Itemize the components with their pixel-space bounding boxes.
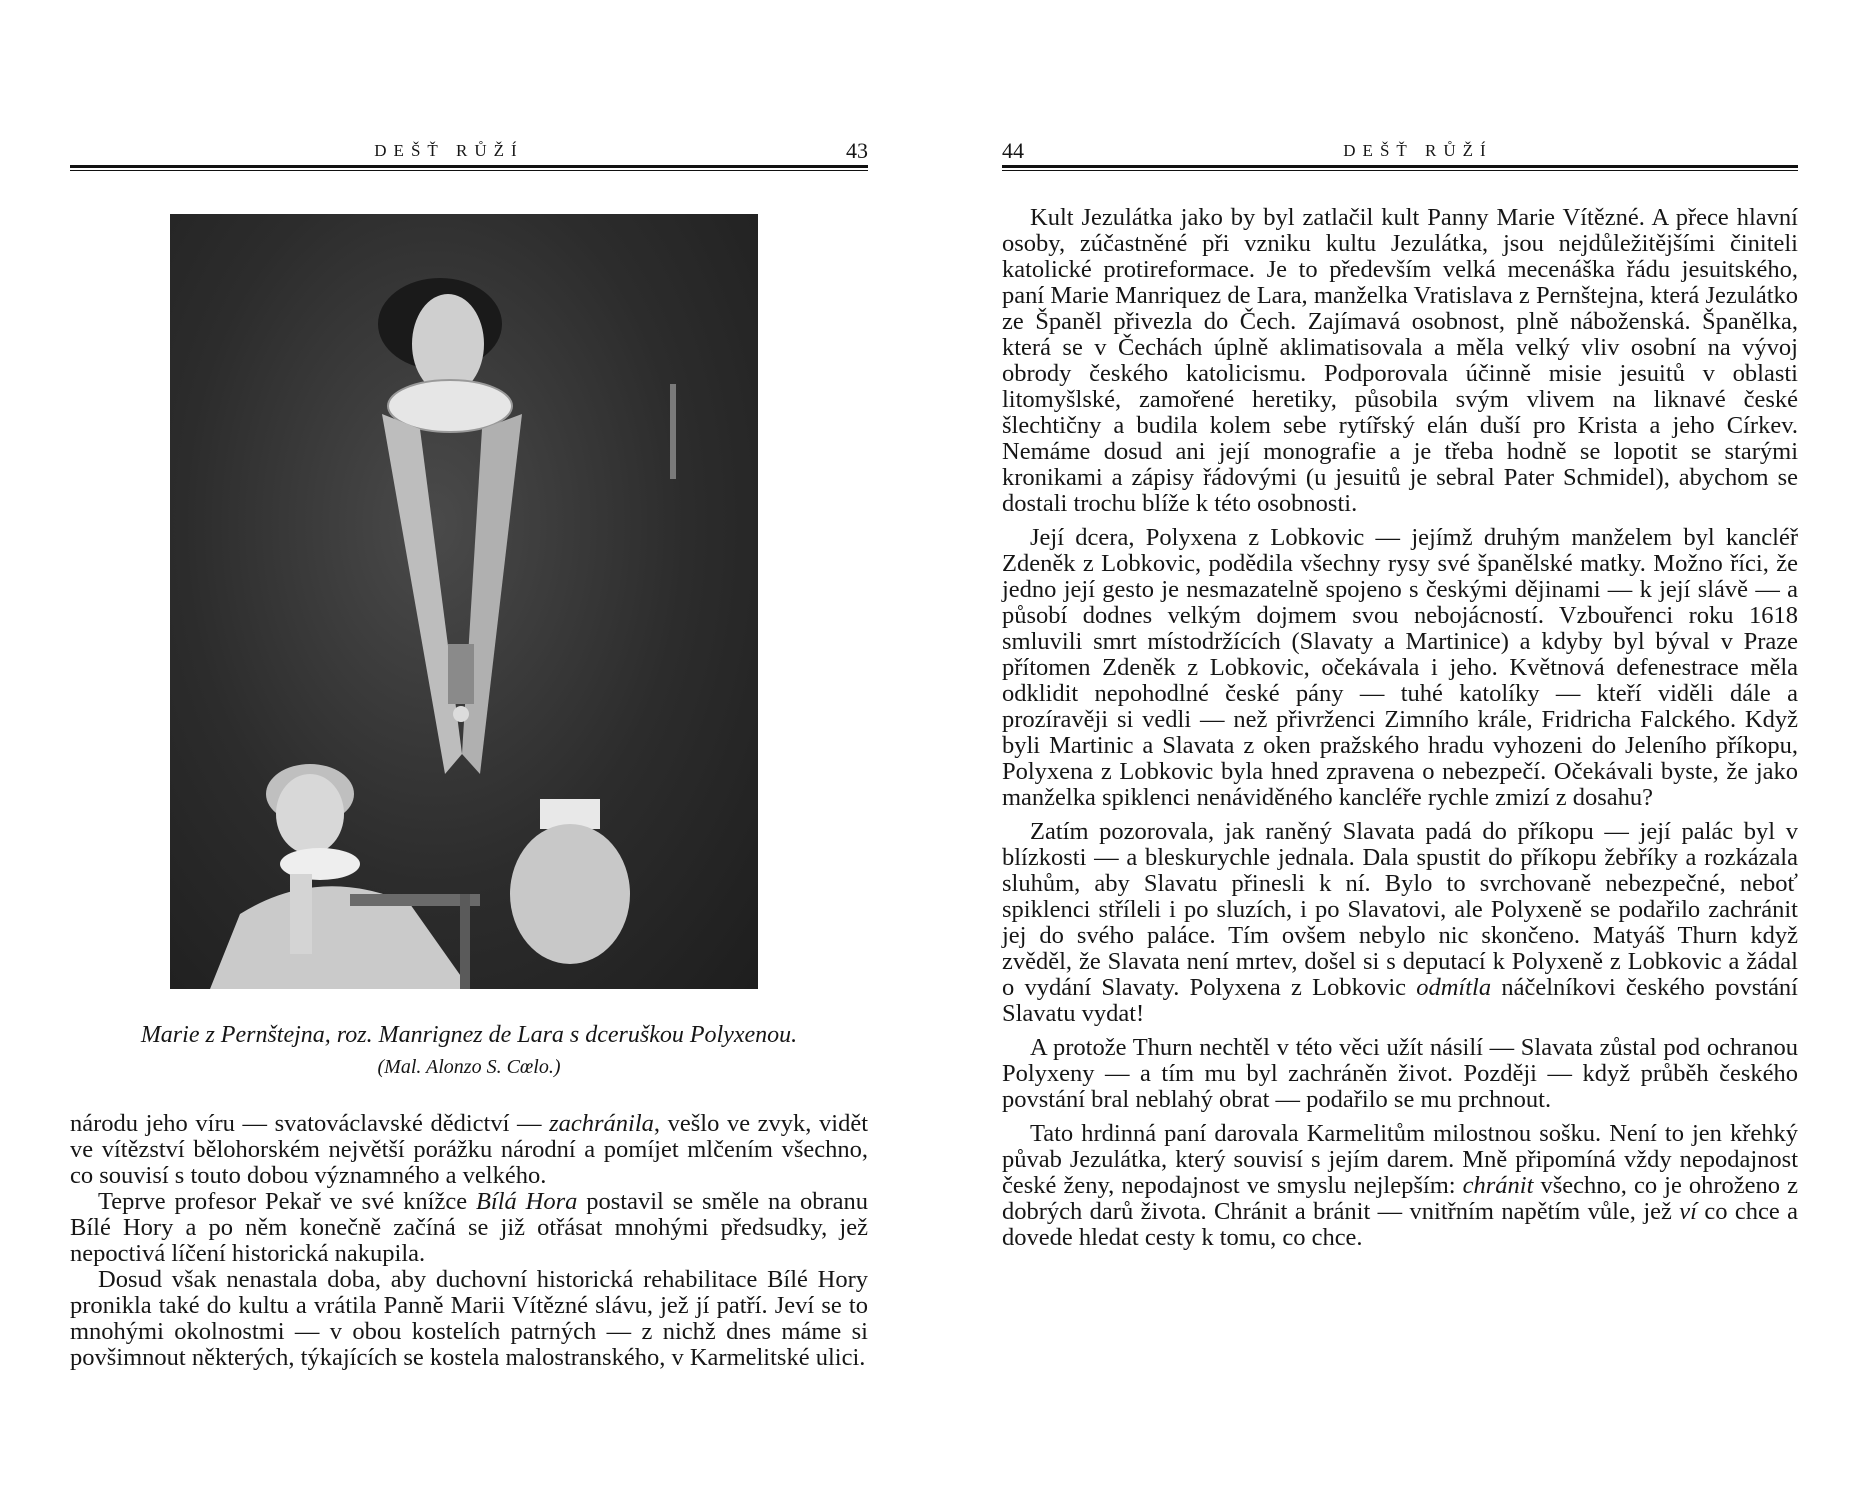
paragraph: Teprve profesor Pekař ve své knížce Bílá Hora postavil se směle na obranu Bílé Hory a po něm konečně začíná se již otřásat mnohými předsudky, jež nepoctivá líčení historická nakupila. bbox=[70, 1188, 868, 1267]
left-body-text bbox=[70, 1111, 868, 1371]
portrait-drawing bbox=[170, 214, 758, 989]
figure-caption: Marie z Pernštejna, roz. Manrignez de Lara s dceruškou Polyxenou. bbox=[140, 1022, 798, 1048]
chair-post bbox=[460, 894, 470, 989]
pendant bbox=[448, 644, 474, 704]
paragraph: Dosud však nenastala doba, aby duchovní historická rehabilitace Bílé Hory pronikla také do kultu a vrátila Panně Marii Vítězné slávu, jež jí patří. Jeví se to mnohými okolnostmi — v obou kostelích patrných — z nichž dnes máme si povšimnout některých, týkajících se kostela malostranského, v Karmelitské ulici. bbox=[70, 1266, 868, 1371]
pendant-pearl bbox=[453, 706, 469, 722]
right-header bbox=[1002, 138, 1798, 171]
portrait-illustration bbox=[170, 214, 758, 989]
paragraph: Tato hrdinná paní darovala Karmelitům milostnou sošku. Není to jen křehký půvab Jezulátka, který souvisí s jejím darem. Mně připomíná vždy nepodajnost české ženy, nepodajnost ve smyslu nejlepším: chránit všechno, co je ohroženo z dobrých darů života. Chránit a bránit — vnitřním napětím vůle, jež ví co chce a dovede hledat cesty k tomu, co chce. bbox=[1002, 1120, 1798, 1251]
figure-credit: (Mal. Alonzo S. Cœlo.) bbox=[377, 1056, 561, 1078]
right-body-text bbox=[1002, 205, 1798, 1259]
child-arm bbox=[290, 874, 312, 954]
frame-edge bbox=[670, 384, 676, 479]
paragraph: Kult Jezulátka jako by byl zatlačil kult Panny Marie Vítězné. A přece hlavní osoby, zúčastněné při vzniku kultu Jezulátka, jsou nejdůležitějšími činiteli katolické protireformace. Je to především velká mecenáška řádu jesuitského, paní Marie Manriquez de Lara, manželka Vratislava z Pernštejna, která Jezulátko ze Španěl přivezla do Čech. Zajímavá osobnost, plně náboženská. Španělka, která se v Čechách úplně aklimatisovala a měla velký vliv osobní na vývoj obrody českého katolicismu. Podporovala účinně misie jesuitů v oblasti litomyšlské, zamořené heretiky, působila svým vlivem na liknavé české šlechtičny a budila kolem sebe rytířský elán duší pro Krista a jeho Církev. Nemáme dosud ani její monografie a je třeba hodně se lopotit se starými kronikami a zápisy řádovými (u jesuitů je sebral Pater Schmidel), abychom se dostali trochu blíže k této osobnosti. bbox=[1002, 204, 1798, 517]
running-title: DEŠŤ RŮŽÍ bbox=[1343, 141, 1493, 160]
page-number: 43 bbox=[846, 138, 868, 163]
right-page bbox=[1002, 0, 1798, 1500]
paragraph: Její dcera, Polyxena z Lobkovic — jejímž druhým manželem byl kancléř Zdeněk z Lobkovic, podědila všechny rysy své španělské matky. Možno říci, že jedno její gesto je nesmazatelně spojeno s českými dějinami — k její slávě — a působí dodnes velkým dojmem svou nebojácností. Vzbouřenci roku 1618 smluvili smrt místodržících (Slavaty a Martinice) a kdyby byl býval v Praze přítomen Zdeněk z Lobkovic, očekávala i jeho. Květnová defenestrace měla odklidit nepohodlné české pány — tuhé katolíky — kteří viděli dále a prozíravěji si vedli — než přivrženci Zimního krále, Fridricha Falckého. Když byli Martinic a Slavata z oken pražského hradu vyhozeni do Jeleního příkopu, Polyxena z Lobkovic byla hned zpravena o nebezpečí. Očekávali byste, že jako manželka spiklenci nenáviděného kancléře rychle zmizí z dosahu? bbox=[1002, 524, 1798, 811]
mother-face bbox=[412, 294, 484, 394]
header-rule bbox=[1002, 165, 1798, 171]
header-rule bbox=[70, 165, 868, 171]
child-face bbox=[276, 774, 344, 854]
paragraph: A protože Thurn nechtěl v této věci užít násilí — Slavata zůstal pod ochranou Polyxeny — a tím mu byl zachráněn život. Později — když průběh českého povstání bral neblahý obrat — podařilo se mu prchnout. bbox=[1002, 1034, 1798, 1113]
mother-gloves bbox=[510, 824, 630, 964]
running-title: DEŠŤ RŮŽÍ bbox=[374, 141, 524, 160]
left-header bbox=[70, 138, 868, 171]
paragraph: Zatím pozorovala, jak raněný Slavata padá do příkopu — její palác byl v blízkosti — a bleskurychle jednala. Dala spustit do příkopu žebříky a rozkázala sluhům, aby Slavatu přinesli k ní. Bylo to svrchovaně nebezpečné, neboť spiklenci stříleli i po sluzích, i po Slavatovi, ale Polyxeně se podařilo zachránit jej do svého paláce. Tím ovšem nebylo nic skončeno. Matyáš Thurn když zvěděl, že Slavata není mrtev, došel si s deputací k Polyxeně z Lobkovic a žádal o vydání Slavaty. Polyxena z Lobkovic odmítla náčelníkovi českého povstání Slavatu vydat! bbox=[1002, 818, 1798, 1027]
mother-collar-left bbox=[382, 414, 462, 774]
mother-collar-right bbox=[462, 414, 522, 774]
left-page bbox=[70, 0, 868, 1500]
page-number: 44 bbox=[1002, 138, 1024, 163]
paragraph: národu jeho víru — svatováclavské dědictví — zachránila, vešlo ve zvyk, vidět ve vítězství bělohorském největší porážku národní a pomíjet mlčením všechno, co souvisí s touto dobou významného a velkého. bbox=[70, 1110, 869, 1189]
